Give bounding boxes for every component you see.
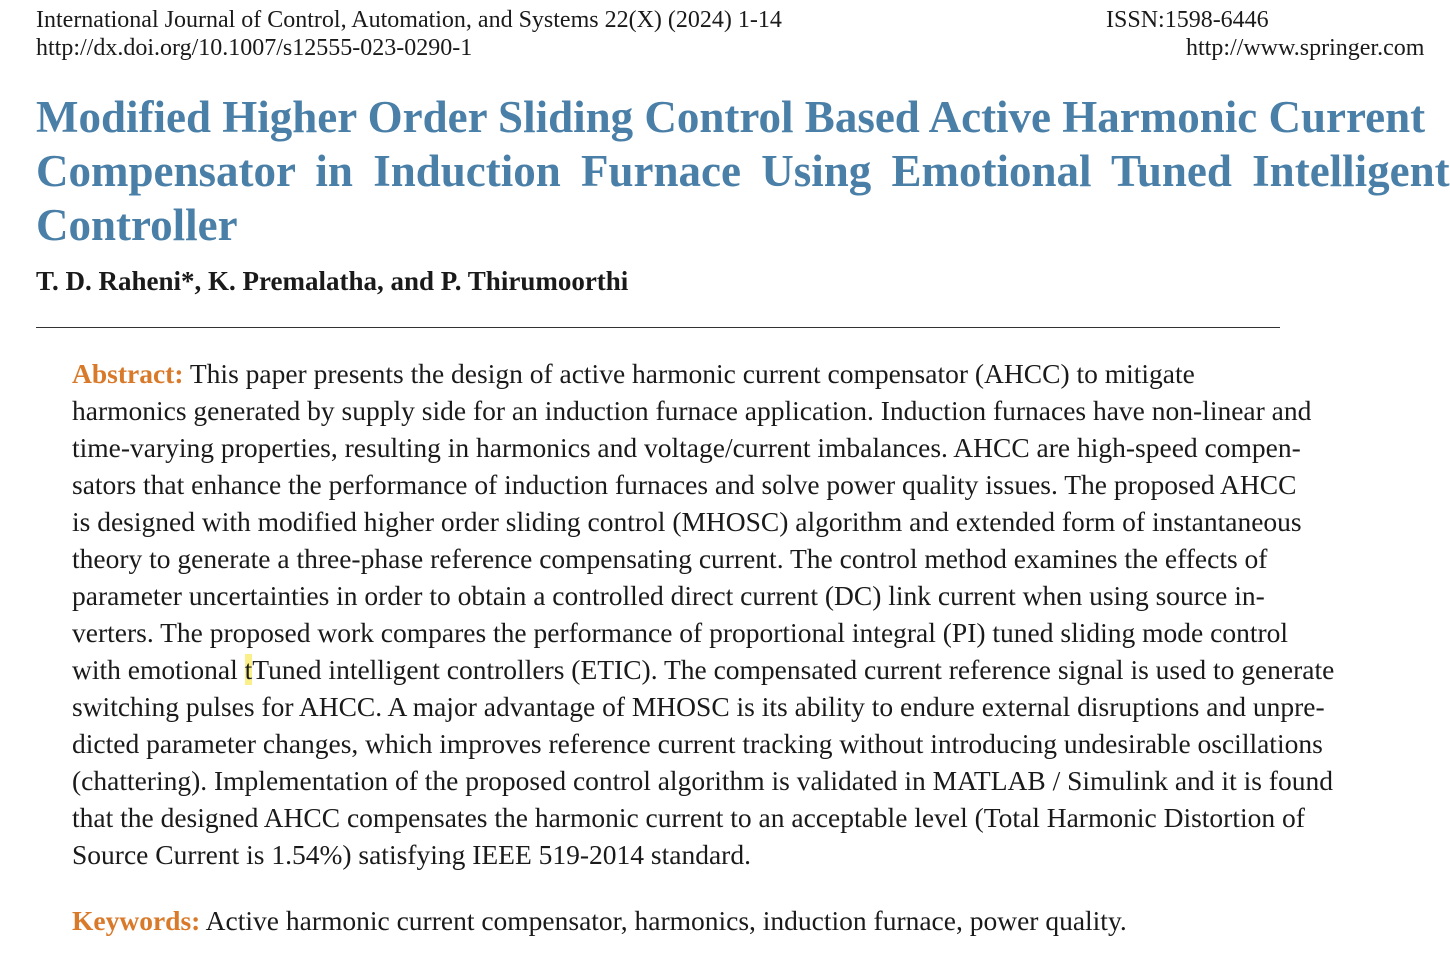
title-line: Controller — [36, 200, 238, 250]
doi-link[interactable]: http://dx.doi.org/10.1007/s12555-023-0290-1 — [36, 35, 473, 61]
abstract-line: verters. The proposed work compares the performance of proportional integral (PI) tuned sliding mode control — [72, 617, 1289, 648]
abstract-text: This paper presents the design of active harmonic current compensator (AHCC) to mitigate — [183, 358, 1195, 389]
abstract-text: Tuned intelligent controllers (ETIC). The compensated current reference signal is used to generate — [252, 654, 1335, 685]
title-line: Compensator in Induction Furnace Using Emotional Tuned Intelligent — [36, 146, 1450, 196]
abstract-line: theory to generate a three-phase reference compensating current. The control method examines the effects of — [72, 543, 1268, 574]
abstract-line: harmonics generated by supply side for an induction furnace application. Induction furnaces have non-linear and — [72, 395, 1312, 426]
divider — [36, 327, 1280, 328]
journal-citation: International Journal of Control, Automation, and Systems 22(X) (2024) 1-14 — [36, 7, 782, 33]
abstract-line: is designed with modified higher order sliding control (MHOSC) algorithm and extended form of instantaneous — [72, 506, 1302, 537]
abstract-line: parameter uncertainties in order to obtain a controlled direct current (DC) link current when using source in- — [72, 580, 1265, 611]
abstract-line: that the designed AHCC compensates the harmonic current to an acceptable level (Total Harmonic Distortion of — [72, 802, 1305, 833]
abstract-line — [72, 651, 1372, 688]
abstract-label: Abstract: — [72, 358, 184, 389]
abstract-line: Source Current is 1.54%) satisfying IEEE 519-2014 standard. — [72, 839, 751, 870]
abstract-line: switching pulses for AHCC. A major advantage of MHOSC is its ability to endure external disruptions and unpre- — [72, 691, 1325, 722]
keywords-text: Active harmonic current compensator, harmonics, induction furnace, power quality. — [200, 905, 1127, 936]
keywords — [72, 902, 1127, 939]
abstract-line: dicted parameter changes, which improves reference current tracking without introducing undesirable oscillations — [72, 728, 1323, 759]
abstract-line: (chattering). Implementation of the proposed control algorithm is validated in MATLAB / Simulink and it is found — [72, 765, 1333, 796]
abstract-text: with emotional — [72, 654, 245, 685]
highlighted-text[interactable]: t — [244, 654, 253, 685]
running-header — [36, 6, 1425, 62]
publisher-link[interactable]: http://www.springer.com — [1186, 35, 1425, 61]
paper-title — [36, 90, 1450, 252]
abstract — [72, 355, 1372, 873]
abstract-line: sators that enhance the performance of induction furnaces and solve power quality issues. The proposed AHCC — [72, 469, 1297, 500]
title-line: Modified Higher Order Sliding Control Based Active Harmonic Current — [36, 92, 1426, 142]
abstract-line — [72, 355, 1372, 392]
issn: ISSN:1598-6446 — [1106, 7, 1269, 33]
abstract-line: time-varying properties, resulting in harmonics and voltage/current imbalances. AHCC are high-speed compen- — [72, 432, 1301, 463]
keywords-label: Keywords: — [72, 905, 201, 936]
author-list: T. D. Raheni*, K. Premalatha, and P. Thirumoorthi — [36, 266, 629, 296]
